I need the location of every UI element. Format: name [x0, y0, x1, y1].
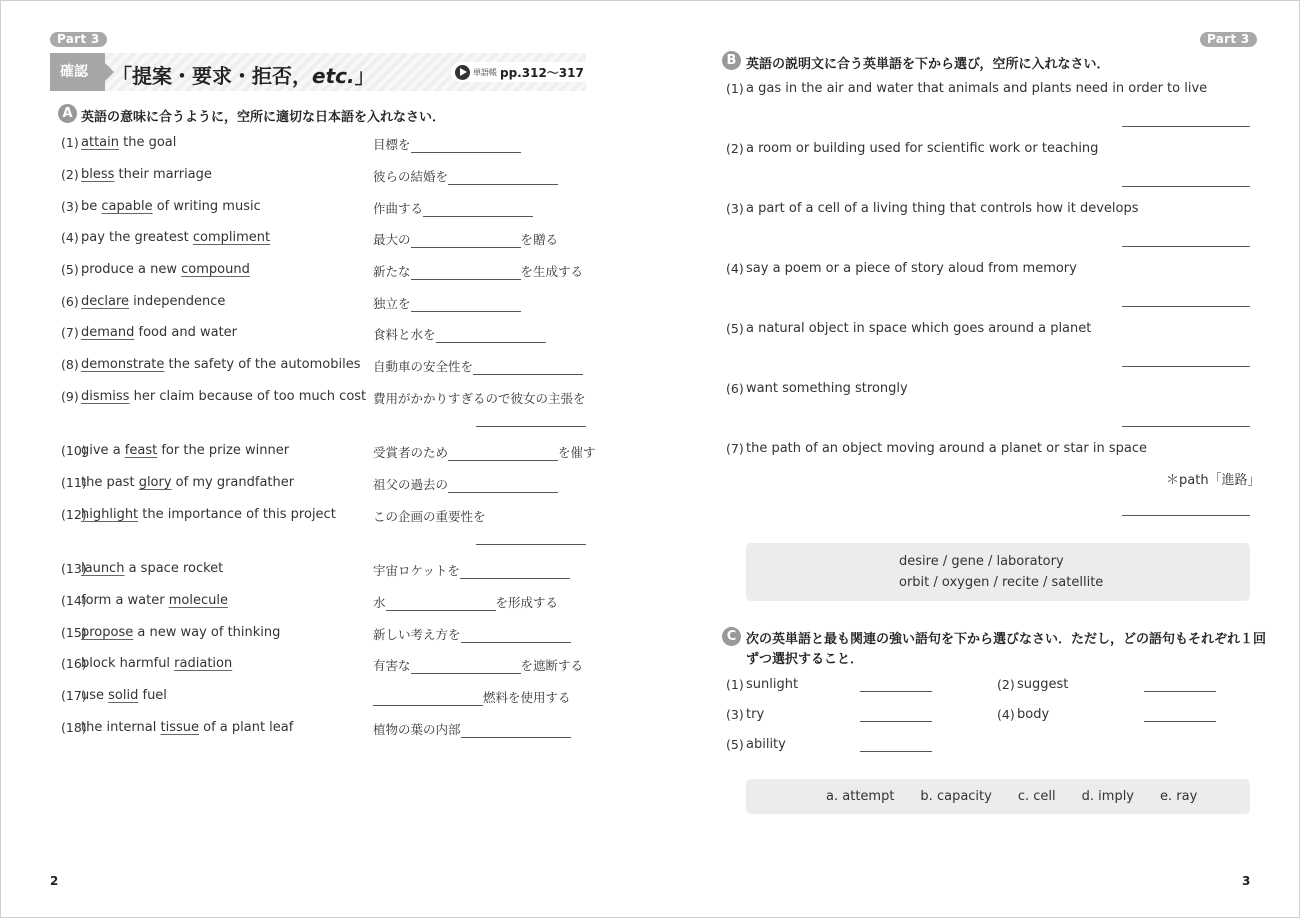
phrase-post: the goal — [118, 135, 177, 150]
target-word: feast — [124, 443, 158, 458]
english-phrase — [81, 656, 232, 671]
item-number: (14) — [61, 593, 87, 608]
section-a-instruction: 英語の意味に合うように，空所に適切な日本語を入れなさい． — [81, 110, 446, 125]
answer-blank[interactable] — [460, 565, 570, 579]
phrase-post: their marriage — [114, 167, 212, 182]
target-word: propose — [81, 625, 134, 640]
item-number: (4) — [61, 230, 79, 245]
target-word: demonstrate — [81, 357, 165, 372]
target-word: solid — [108, 688, 139, 703]
jp-pre: 自動車の安全性を — [373, 359, 474, 374]
item-number: (2) — [61, 167, 79, 182]
jp-pre: 水 — [373, 595, 386, 610]
answer-blank[interactable] — [423, 203, 533, 217]
phrase-pre: block harmful — [81, 656, 175, 671]
phrase-post: the importance of this project — [138, 507, 336, 522]
option-word: imply — [1098, 789, 1135, 804]
japanese-phrase — [373, 593, 558, 611]
jp-pre: 植物の葉の内部 — [373, 722, 461, 737]
japanese-phrase — [373, 688, 571, 706]
jp-post: を贈る — [520, 232, 559, 247]
english-phrase — [81, 357, 360, 372]
japanese-phrase — [373, 443, 596, 461]
item-number: (6) — [61, 294, 79, 309]
jp-pre: 独立を — [373, 296, 411, 311]
english-phrase — [81, 720, 293, 735]
part-label-left: Part 3 — [50, 32, 107, 47]
english-phrase — [81, 443, 289, 458]
jp-pre: 新しい考え方を — [373, 627, 461, 642]
option-word: capacity — [936, 789, 992, 804]
jp-pre: 新たな — [373, 264, 411, 279]
phrase-pre: form a water — [81, 593, 169, 608]
target-word: compliment — [192, 230, 271, 245]
keyword: try — [746, 707, 765, 722]
target-word: tissue — [160, 720, 199, 735]
phrase-post: independence — [129, 294, 226, 309]
jp-pre: 食料と水を — [373, 327, 436, 342]
japanese-phrase — [373, 262, 583, 280]
english-phrase — [81, 625, 280, 640]
phrase-pre: use — [81, 688, 109, 703]
item-number: (2) — [726, 141, 744, 156]
target-word: compound — [181, 262, 250, 277]
target-word: highlight — [81, 507, 139, 522]
phrase-post: a space rocket — [124, 561, 224, 576]
jp-pre: 受賞者のため — [373, 445, 449, 460]
phrase-post: the safety of the automobiles — [164, 357, 361, 372]
option-word: ray — [1176, 789, 1198, 804]
japanese-phrase — [373, 294, 521, 312]
answer-blank[interactable] — [860, 751, 932, 752]
english-phrase — [81, 167, 212, 182]
item-number: (5) — [61, 262, 79, 277]
item-number: (17) — [61, 688, 87, 703]
section-b-instruction: 英語の説明文に合う英単語を下から選び，空所に入れなさい． — [746, 57, 1110, 72]
target-word: dismiss — [81, 389, 130, 404]
keyword: ability — [746, 737, 786, 752]
answer-blank[interactable] — [473, 361, 583, 375]
target-word: launch — [81, 561, 125, 576]
item-number: (4) — [997, 707, 1015, 722]
option-item — [1160, 789, 1197, 804]
section-b-options-line2: orbit / oxygen / recite / satellite — [899, 575, 1104, 590]
definition-text: a natural object in space which goes around a planet — [746, 321, 1092, 336]
jp-post: を形成する — [495, 595, 559, 610]
item-number: (12) — [61, 507, 87, 522]
phrase-post: her claim because of too much cost — [129, 389, 367, 404]
item-number: (3) — [61, 199, 79, 214]
english-phrase — [81, 262, 250, 277]
item-number: (8) — [61, 357, 79, 372]
japanese-phrase — [373, 507, 486, 525]
item-number: (1) — [726, 81, 744, 96]
jp-pre: 最大の — [373, 232, 411, 247]
answer-blank[interactable] — [1122, 246, 1250, 247]
target-word: capable — [101, 199, 153, 214]
answer-blank[interactable] — [448, 479, 558, 493]
answer-blank[interactable] — [1122, 366, 1250, 367]
jp-pre: 有害な — [373, 658, 411, 673]
japanese-phrase — [373, 167, 558, 185]
item-number: (11) — [61, 475, 87, 490]
english-phrase — [81, 325, 237, 340]
item-number: (15) — [61, 625, 87, 640]
section-c-options-box — [746, 779, 1250, 814]
definition-text: a gas in the air and water that animals and plants need in order to live — [746, 81, 1208, 96]
phrase-pre: the past — [81, 475, 139, 490]
phrase-post: fuel — [138, 688, 167, 703]
header-tag: 確認 — [50, 53, 105, 91]
section-c-options — [826, 789, 1197, 804]
phrase-post: of a plant leaf — [198, 720, 294, 735]
jp-post: を生成する — [520, 264, 584, 279]
item-number: (2) — [997, 677, 1015, 692]
section-c-badge: C — [722, 627, 741, 646]
keyword: suggest — [1017, 677, 1069, 692]
item-number: (1) — [61, 135, 79, 150]
japanese-phrase — [373, 325, 546, 343]
option-item — [826, 789, 894, 804]
answer-blank[interactable] — [1122, 515, 1250, 516]
answer-blank[interactable] — [436, 329, 546, 343]
english-phrase — [81, 230, 270, 245]
definition-text: a part of a cell of a living thing that controls how it develops — [746, 201, 1139, 216]
target-word: attain — [81, 135, 119, 150]
jp-post: を催す — [558, 445, 596, 460]
section-b-note: ＊path「進路」 — [1166, 473, 1261, 488]
answer-blank[interactable] — [1122, 126, 1250, 127]
japanese-phrase — [373, 720, 571, 738]
definition-text: a room or building used for scientific work or teaching — [746, 141, 1099, 156]
japanese-phrase — [373, 135, 521, 153]
japanese-phrase — [373, 389, 586, 407]
answer-blank[interactable] — [411, 234, 521, 248]
part-label-right: Part 3 — [1200, 32, 1257, 47]
play-icon — [455, 65, 470, 80]
jp-pre: 作曲する — [373, 201, 424, 216]
japanese-phrase — [373, 357, 583, 375]
option-letter: e. — [1160, 789, 1173, 804]
section-b-options-line1: desire / gene / laboratory — [899, 554, 1064, 569]
phrase-pre: give a — [81, 443, 125, 458]
japanese-phrase — [373, 656, 583, 674]
answer-blank[interactable] — [448, 171, 558, 185]
answer-blank[interactable] — [1122, 306, 1250, 307]
english-phrase — [81, 389, 366, 404]
target-word: glory — [138, 475, 172, 490]
phrase-post: a new way of thinking — [133, 625, 281, 640]
phrase-post: for the prize winner — [157, 443, 290, 458]
english-phrase — [81, 199, 261, 214]
english-phrase — [81, 561, 223, 576]
section-a-badge: A — [58, 104, 77, 123]
option-letter: d. — [1081, 789, 1095, 804]
english-phrase — [81, 688, 167, 703]
answer-blank[interactable] — [373, 692, 483, 706]
japanese-phrase — [373, 199, 533, 217]
jp-pre: 目標を — [373, 137, 411, 152]
phrase-post: of my grandfather — [171, 475, 295, 490]
answer-blank[interactable] — [860, 721, 932, 722]
item-number: (9) — [61, 389, 79, 404]
keyword: body — [1017, 707, 1050, 722]
answer-blank[interactable] — [461, 629, 571, 643]
item-number: (7) — [726, 441, 744, 456]
english-phrase — [81, 593, 228, 608]
phrase-post: food and water — [134, 325, 238, 340]
option-word: cell — [1033, 789, 1056, 804]
japanese-phrase — [373, 561, 570, 579]
target-word: molecule — [168, 593, 228, 608]
target-word: declare — [81, 294, 130, 309]
answer-blank[interactable] — [448, 447, 558, 461]
header-title: 「提案・要求・拒否，etc.」 — [112, 64, 375, 88]
item-number: (1) — [726, 677, 744, 692]
phrase-pre: the internal — [81, 720, 161, 735]
option-item — [920, 789, 991, 804]
option-item — [1018, 789, 1056, 804]
answer-blank[interactable] — [476, 544, 586, 545]
answer-blank[interactable] — [1122, 426, 1250, 427]
item-number: (3) — [726, 201, 744, 216]
option-letter: b. — [920, 789, 933, 804]
item-number: (18) — [61, 720, 87, 735]
option-item — [1082, 789, 1134, 804]
japanese-phrase — [373, 230, 558, 248]
item-number: (4) — [726, 261, 744, 276]
phrase-pre: produce a new — [81, 262, 182, 277]
english-phrase — [81, 135, 176, 150]
section-b-options-box — [746, 543, 1250, 601]
answer-blank[interactable] — [411, 266, 521, 280]
definition-text: say a poem or a piece of story aloud from memory — [746, 261, 1077, 276]
target-word: bless — [81, 167, 115, 182]
item-number: (10) — [61, 443, 87, 458]
jp-pre: 彼らの結婚を — [373, 169, 449, 184]
item-number: (13) — [61, 561, 87, 576]
page-number-left: 2 — [50, 874, 59, 888]
phrase-post: of writing music — [152, 199, 261, 214]
item-number: (6) — [726, 381, 744, 396]
item-number: (16) — [61, 656, 87, 671]
answer-blank[interactable] — [860, 691, 932, 692]
english-phrase — [81, 507, 336, 522]
answer-blank[interactable] — [461, 724, 571, 738]
item-number: (7) — [61, 325, 79, 340]
answer-blank[interactable] — [411, 298, 521, 312]
page-number-right: 3 — [1242, 874, 1251, 888]
option-word: attempt — [842, 789, 895, 804]
target-word: demand — [81, 325, 135, 340]
phrase-pre: be — [81, 199, 102, 214]
option-letter: c. — [1017, 789, 1030, 804]
english-phrase — [81, 475, 294, 490]
item-number: (3) — [726, 707, 744, 722]
answer-blank[interactable] — [411, 139, 521, 153]
english-phrase — [81, 294, 225, 309]
target-word: radiation — [174, 656, 233, 671]
answer-blank[interactable] — [476, 426, 586, 427]
japanese-phrase — [373, 625, 571, 643]
phrase-pre: pay the greatest — [81, 230, 193, 245]
jp-post: 燃料を使用する — [483, 690, 571, 705]
answer-blank[interactable] — [1144, 691, 1216, 692]
jp-pre: 祖父の過去の — [373, 477, 449, 492]
answer-blank[interactable] — [1122, 186, 1250, 187]
wordbook-reference: 単語帳 pp.312～317 — [451, 62, 590, 82]
answer-blank[interactable] — [1144, 721, 1216, 722]
keyword: sunlight — [746, 677, 799, 692]
jp-pre: 宇宙ロケットを — [373, 563, 460, 578]
answer-blank[interactable] — [411, 660, 521, 674]
option-letter: a. — [826, 789, 839, 804]
item-number: (5) — [726, 737, 744, 752]
section-c-instruction-line1: 次の英単語と最も関連の強い語句を下から選びなさい．ただし，どの語句もそれぞれ１回 — [746, 632, 1267, 647]
section-b-badge: B — [722, 51, 741, 70]
jp-pre: この企画の重要性を — [373, 509, 486, 524]
item-number: (5) — [726, 321, 744, 336]
section-c-instruction-line2: ずつ選択すること． — [746, 652, 864, 667]
answer-blank[interactable] — [386, 597, 496, 611]
japanese-phrase — [373, 475, 558, 493]
definition-text: want something strongly — [746, 381, 908, 396]
definition-text: the path of an object moving around a planet or star in space — [746, 441, 1147, 456]
jp-post: を遮断する — [520, 658, 584, 673]
jp-pre: 費用がかかりすぎるので彼女の主張を — [373, 391, 586, 406]
